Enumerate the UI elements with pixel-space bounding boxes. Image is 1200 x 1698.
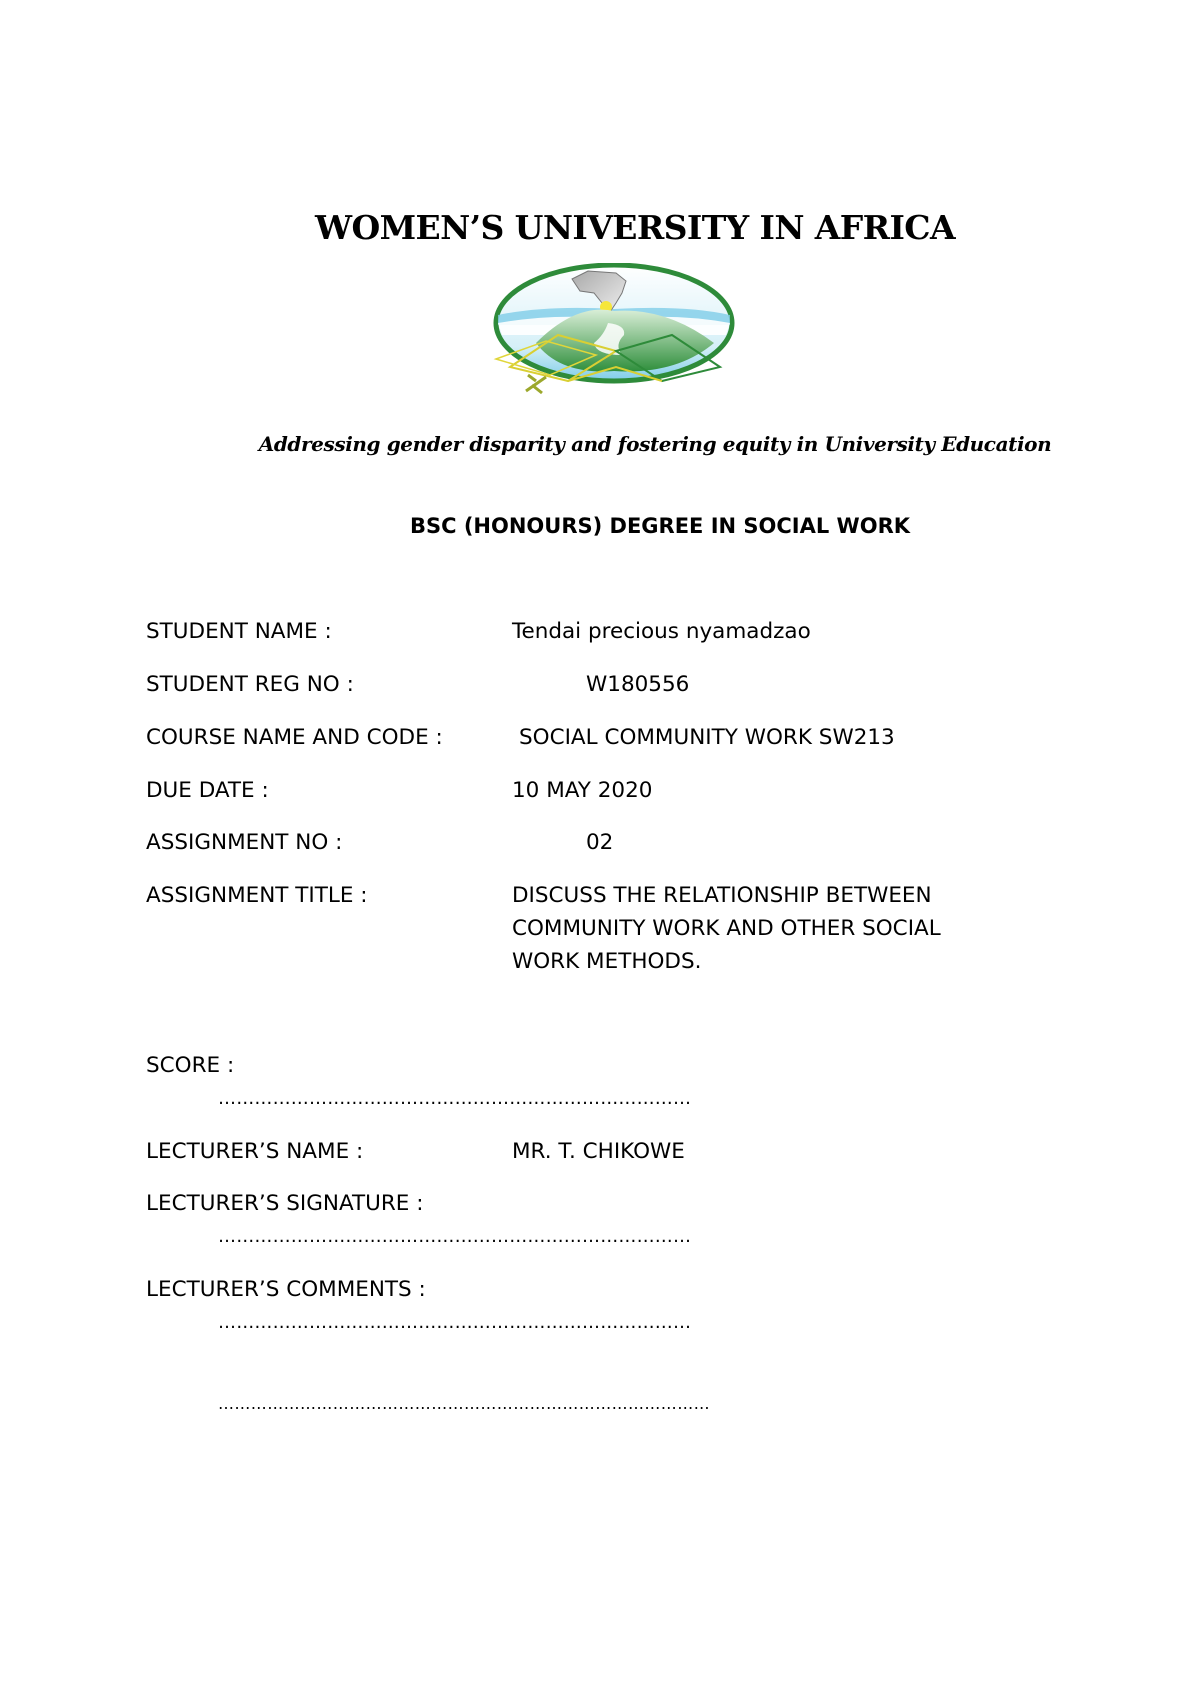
student-name-value: Tendai precious nyamadzao xyxy=(512,619,811,644)
score-dotted-line: …………………………………………………………………… xyxy=(218,1088,692,1109)
assignment-title-line-3: WORK METHODS. xyxy=(512,949,702,974)
assignment-title-label: ASSIGNMENT TITLE : xyxy=(146,883,368,908)
course-value: SOCIAL COMMUNITY WORK SW213 xyxy=(519,725,895,750)
lecturer-signature-label: LECTURER’S SIGNATURE : xyxy=(146,1191,424,1216)
lecturer-comments-label: LECTURER’S COMMENTS : xyxy=(146,1277,426,1302)
due-date-value: 10 MAY 2020 xyxy=(512,778,653,803)
lecturer-signature-dotted-line: …………………………………………………………………… xyxy=(218,1226,692,1247)
lecturer-comments-dotted-line-1: …………………………………………………………………… xyxy=(218,1312,692,1333)
university-logo-icon xyxy=(476,263,746,403)
motto: Addressing gender disparity and fostering equity in University Education xyxy=(258,432,1052,456)
student-name-label: STUDENT NAME : xyxy=(146,619,332,644)
due-date-label: DUE DATE : xyxy=(146,778,269,803)
assignment-title-line-1: DISCUSS THE RELATIONSHIP BETWEEN xyxy=(512,883,932,908)
university-title: WOMEN’S UNIVERSITY IN AFRICA xyxy=(315,208,955,247)
assignment-no-label: ASSIGNMENT NO : xyxy=(146,830,343,855)
degree-heading: BSC (HONOURS) DEGREE IN SOCIAL WORK xyxy=(409,514,911,538)
lecturer-name-label: LECTURER’S NAME : xyxy=(146,1139,364,1164)
reg-no-value: W180556 xyxy=(586,672,690,697)
score-label: SCORE : xyxy=(146,1053,235,1078)
lecturer-comments-dotted-line-2: ……………………………………………………………………………… xyxy=(218,1394,710,1413)
assignment-no-value: 02 xyxy=(586,830,614,855)
reg-no-label: STUDENT REG NO : xyxy=(146,672,354,697)
course-label: COURSE NAME AND CODE : xyxy=(146,725,443,750)
lecturer-name-value: MR. T. CHIKOWE xyxy=(512,1139,685,1164)
assignment-title-line-2: COMMUNITY WORK AND OTHER SOCIAL xyxy=(512,916,941,941)
